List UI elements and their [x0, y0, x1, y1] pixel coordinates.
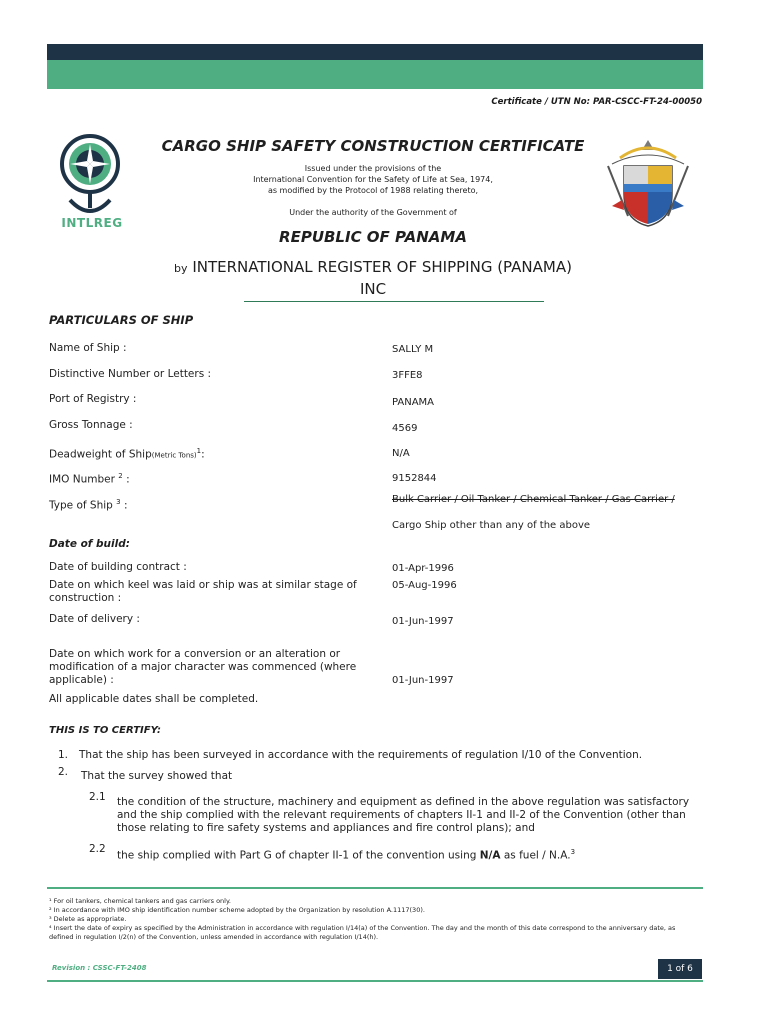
imo-text: IMO Number [49, 473, 115, 486]
keel-laid-value: 05-Aug-1996 [392, 580, 457, 591]
issuer-line: INTERNATIONAL REGISTER OF SHIPPING (PANAMA) [192, 258, 572, 276]
certify-subitem-number: 2.2 [89, 843, 106, 855]
coat-of-arms-icon [602, 136, 694, 230]
footnote: ³ Delete as appropriate. [49, 915, 127, 923]
certify-subitem-text: the condition of the structure, machinery and equipment as defined in the above regulation was satisfactory and the ship complied with the relevant requirements of chapters II-1 and II-2 of the Convention (other than those relating to fire safety systems and appliances and fire control plans); and [117, 796, 690, 834]
revision-label: Revision : CSSC-FT-2408 [52, 964, 147, 972]
footer-divider [47, 980, 703, 982]
conversion-date-label: Date on which work for a conversion or an alteration or modification of a major character was commenced (where applicable) : [49, 648, 357, 686]
imo-number-value: 9152844 [392, 473, 437, 484]
deadweight-unit: (Metric Tons) [151, 451, 197, 460]
certify-item-number: 2. [58, 766, 69, 778]
document-title: CARGO SHIP SAFETY CONSTRUCTION CERTIFICATE [161, 137, 585, 155]
delivery-date-label: Date of delivery : [49, 613, 140, 625]
ship-type-struck-options: Bulk Carrier / Oil Tanker / Chemical Tanker / Gas Carrier / [392, 494, 675, 505]
issued-line: International Convention for the Safety of Life at Sea, 1974, [253, 175, 493, 184]
by-word: by [174, 262, 188, 275]
date-of-build-heading: Date of build: [49, 538, 130, 550]
panama-coat-of-arms [602, 136, 694, 230]
issuer-name [140, 257, 606, 299]
header-band-dark [47, 44, 703, 60]
issued-line: as modified by the Protocol of 1988 relating thereto, [267, 186, 479, 195]
certify-item-text: That the survey showed that [81, 770, 233, 782]
distinctive-number-value: 3FFE8 [392, 370, 423, 381]
fuel-text-before: the ship complied with Part G of chapter II-1 of the convention using [117, 849, 477, 862]
building-contract-label: Date of building contract : [49, 561, 187, 573]
issued-under-text [140, 163, 606, 196]
keel-laid-label: Date on which keel was laid or ship was at similar stage of construction : [49, 579, 357, 604]
certificate-number-label: Certificate / UTN No: [491, 97, 591, 107]
deadweight-text: Deadweight of Ship [49, 448, 152, 461]
ship-name-label: Name of Ship : [49, 342, 127, 354]
footnote-ref: 1 [196, 447, 202, 455]
ship-type-label [49, 496, 379, 513]
dates-note: All applicable dates shall be completed. [49, 693, 259, 705]
certify-item-number: 1. [58, 749, 69, 761]
page-number-badge: 1 of 6 [658, 959, 702, 979]
footnote-ref: 2 [118, 472, 123, 480]
imo-number-label [49, 470, 379, 487]
republic-name: REPUBLIC OF PANAMA [279, 228, 467, 246]
issued-line: Issued under the provisions of the [304, 164, 442, 173]
footnote-ref: 3 [570, 848, 576, 856]
deadweight-label [49, 445, 379, 463]
particulars-heading: PARTICULARS OF SHIP [49, 313, 194, 327]
ship-type-colon: : [123, 499, 128, 512]
certify-subitem-text [117, 846, 697, 863]
authority-text: Under the authority of the Government of [289, 208, 457, 217]
certify-heading: THIS IS TO CERTIFY: [49, 725, 161, 736]
footnote-ref: 3 [116, 498, 121, 506]
delivery-date-value: 01-Jun-1997 [392, 616, 454, 627]
building-contract-value: 01-Apr-1996 [392, 563, 454, 574]
footnote: ⁴ Insert the date of expiry as specified by the Administration in accordance with regulation I/14(a) of the Convention. The day and the month of this date correspond to the anniversary date, as defined in regulation I/2(n) of the Convention, unless amended in accordance with regulation I/14(h). [49, 924, 676, 941]
ship-type-value: Cargo Ship other than any of the above [392, 520, 591, 531]
divider [244, 301, 544, 302]
header-band-green [47, 60, 703, 89]
certificate-number [491, 97, 702, 107]
conversion-date-value: 01-Jun-1997 [392, 675, 454, 686]
footnote: ¹ For oil tankers, chemical tankers and gas carriers only. [49, 897, 231, 905]
fuel-text-after: as fuel / N.A. [503, 849, 571, 862]
footnote: ² In accordance with IMO ship identification number scheme adopted by the Organization by resolution A.1117(30). [49, 906, 425, 914]
gross-tonnage-label: Gross Tonnage : [49, 419, 133, 431]
gross-tonnage-value: 4569 [392, 423, 418, 434]
intlreg-logo [52, 130, 132, 234]
distinctive-number-label: Distinctive Number or Letters : [49, 368, 212, 380]
certify-subitem-number: 2.1 [89, 791, 106, 803]
deadweight-colon: : [201, 448, 205, 461]
certify-item-text: That the ship has been surveyed in accordance with the requirements of regulation I/10 of the Convention. [79, 749, 643, 761]
port-of-registry-label: Port of Registry : [49, 393, 137, 405]
ship-name-value: SALLY M [392, 344, 434, 355]
issuer-line: INC [359, 280, 387, 298]
certificate-number-value: PAR-CSCC-FT-24-00050 [593, 97, 702, 107]
fuel-value: N/A [479, 849, 501, 862]
port-of-registry-value: PANAMA [392, 397, 435, 408]
deadweight-value: N/A [392, 448, 410, 459]
imo-colon: : [126, 473, 130, 486]
footnote-divider [47, 887, 703, 889]
ship-type-text: Type of Ship [49, 499, 113, 512]
footnotes [49, 897, 699, 942]
logo-text: INTLREG [61, 216, 123, 230]
